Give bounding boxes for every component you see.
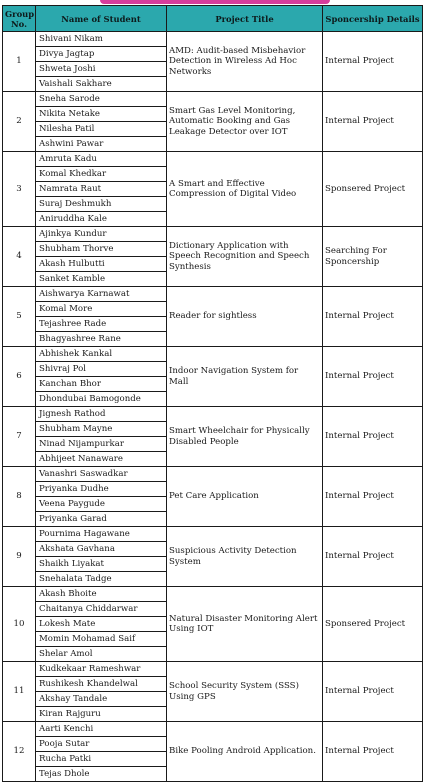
group-number: 1: [3, 32, 36, 92]
group-number: 9: [3, 527, 36, 587]
group-number: 2: [3, 92, 36, 152]
project-title: Reader for sightless: [167, 287, 323, 347]
student-name: Priyanka Dudhe: [36, 482, 167, 497]
table-row: [3, 467, 423, 482]
project-title: Indoor Navigation System for Mall: [167, 347, 323, 407]
student-name: Shubham Mayne: [36, 422, 167, 437]
student-name: Divya Jagtap: [36, 47, 167, 62]
group-number: 5: [3, 287, 36, 347]
project-title: School Security System (SSS) Using GPS: [167, 662, 323, 722]
project-title: Bike Pooling Android Application.: [167, 722, 323, 782]
sponsorship-details: Internal Project: [323, 407, 423, 467]
group-number: 7: [3, 407, 36, 467]
table-row: [3, 92, 423, 107]
student-name: Shelar Amol: [36, 647, 167, 662]
student-name: Veena Paygude: [36, 497, 167, 512]
student-name: Momin Mohamad Saif: [36, 632, 167, 647]
student-name: Snehalata Tadge: [36, 572, 167, 587]
student-name: Kanchan Bhor: [36, 377, 167, 392]
sponsorship-details: Internal Project: [323, 92, 423, 152]
student-name: Jignesh Rathod: [36, 407, 167, 422]
sponsorship-details: Internal Project: [323, 347, 423, 407]
header-group-no: Group No.: [3, 6, 36, 32]
student-name: Shivani Nikam: [36, 32, 167, 47]
student-name: Akash Bhoite: [36, 587, 167, 602]
student-name: Dhondubai Bamogonde: [36, 392, 167, 407]
student-name: Ashwini Pawar: [36, 137, 167, 152]
student-name: Ninad Nijampurkar: [36, 437, 167, 452]
project-title: Pet Care Application: [167, 467, 323, 527]
student-name: Rucha Patki: [36, 752, 167, 767]
sponsorship-details: Internal Project: [323, 722, 423, 782]
student-name: Ajinkya Kundur: [36, 227, 167, 242]
student-name: Suraj Deshmukh: [36, 197, 167, 212]
student-name: Chaitanya Chiddarwar: [36, 602, 167, 617]
student-name: Akshay Tandale: [36, 692, 167, 707]
student-name: Kiran Rajguru: [36, 707, 167, 722]
top-accent-bar: [100, 0, 330, 4]
project-title: Suspicious Activity Detection System: [167, 527, 323, 587]
sponsorship-details: Internal Project: [323, 467, 423, 527]
group-number: 11: [3, 662, 36, 722]
header-student-name: Name of Student: [36, 6, 167, 32]
table-row: [3, 662, 423, 677]
group-number: 6: [3, 347, 36, 407]
sponsorship-details: Sponsered Project: [323, 152, 423, 227]
student-name: Komal More: [36, 302, 167, 317]
student-name: Tejashree Rade: [36, 317, 167, 332]
sponsorship-details: Sponsered Project: [323, 587, 423, 662]
student-name: Shaikh Liyakat: [36, 557, 167, 572]
table-row: [3, 152, 423, 167]
table-row: [3, 287, 423, 302]
student-name: Akash Hulbutti: [36, 257, 167, 272]
table-row: [3, 407, 423, 422]
group-number: 10: [3, 587, 36, 662]
student-name: Vanashri Saswadkar: [36, 467, 167, 482]
sponsorship-details: Internal Project: [323, 287, 423, 347]
header-row: [3, 6, 423, 32]
table-row: [3, 587, 423, 602]
table-row: [3, 227, 423, 242]
group-number: 8: [3, 467, 36, 527]
student-name: Shubham Thorve: [36, 242, 167, 257]
student-name: Lokesh Mate: [36, 617, 167, 632]
group-number: 12: [3, 722, 36, 782]
project-title: Smart Wheelchair for Physically Disabled People: [167, 407, 323, 467]
student-name: Nilesha Patil: [36, 122, 167, 137]
student-name: Aishwarya Karnawat: [36, 287, 167, 302]
student-name: Amruta Kadu: [36, 152, 167, 167]
student-name: Kudkekaar Rameshwar: [36, 662, 167, 677]
student-name: Namrata Raut: [36, 182, 167, 197]
table-row: [3, 722, 423, 737]
student-name: Pooja Sutar: [36, 737, 167, 752]
table-row: [3, 347, 423, 362]
project-title: A Smart and Effective Compression of Digital Video: [167, 152, 323, 227]
student-name: Vaishali Sakhare: [36, 77, 167, 92]
student-name: Aarti Kenchi: [36, 722, 167, 737]
project-title: Dictionary Application with Speech Recognition and Speech Synthesis: [167, 227, 323, 287]
student-name: Bhagyashree Rane: [36, 332, 167, 347]
student-name: Priyanka Garad: [36, 512, 167, 527]
student-name: Abhijeet Nanaware: [36, 452, 167, 467]
project-title: Natural Disaster Monitoring Alert Using IOT: [167, 587, 323, 662]
project-title: AMD: Audit-based Misbehavior Detection in Wireless Ad Hoc Networks: [167, 32, 323, 92]
project-groups-table: [2, 5, 423, 782]
table-row: [3, 32, 423, 47]
table-row: [3, 527, 423, 542]
student-name: Tejas Dhole: [36, 767, 167, 782]
header-sponsorship: Sponcership Details: [323, 6, 423, 32]
sponsorship-details: Internal Project: [323, 527, 423, 587]
sponsorship-details: Internal Project: [323, 32, 423, 92]
student-name: Rushikesh Khandelwal: [36, 677, 167, 692]
project-title: Smart Gas Level Monitoring, Automatic Booking and Gas Leakage Detector over IOT: [167, 92, 323, 152]
student-name: Komal Khedkar: [36, 167, 167, 182]
student-name: Aniruddha Kale: [36, 212, 167, 227]
student-name: Sanket Kamble: [36, 272, 167, 287]
student-name: Nikita Netake: [36, 107, 167, 122]
group-number: 3: [3, 152, 36, 227]
student-name: Sneha Sarode: [36, 92, 167, 107]
student-name: Akshata Gavhana: [36, 542, 167, 557]
group-number: 4: [3, 227, 36, 287]
student-name: Shweta Joshi: [36, 62, 167, 77]
student-name: Abhishek Kankal: [36, 347, 167, 362]
header-project-title: Project Title: [167, 6, 323, 32]
student-name: Pournima Hagawane: [36, 527, 167, 542]
table-body: [3, 32, 423, 782]
sponsorship-details: Searching For Sponcership: [323, 227, 423, 287]
sponsorship-details: Internal Project: [323, 662, 423, 722]
student-name: Shivraj Pol: [36, 362, 167, 377]
